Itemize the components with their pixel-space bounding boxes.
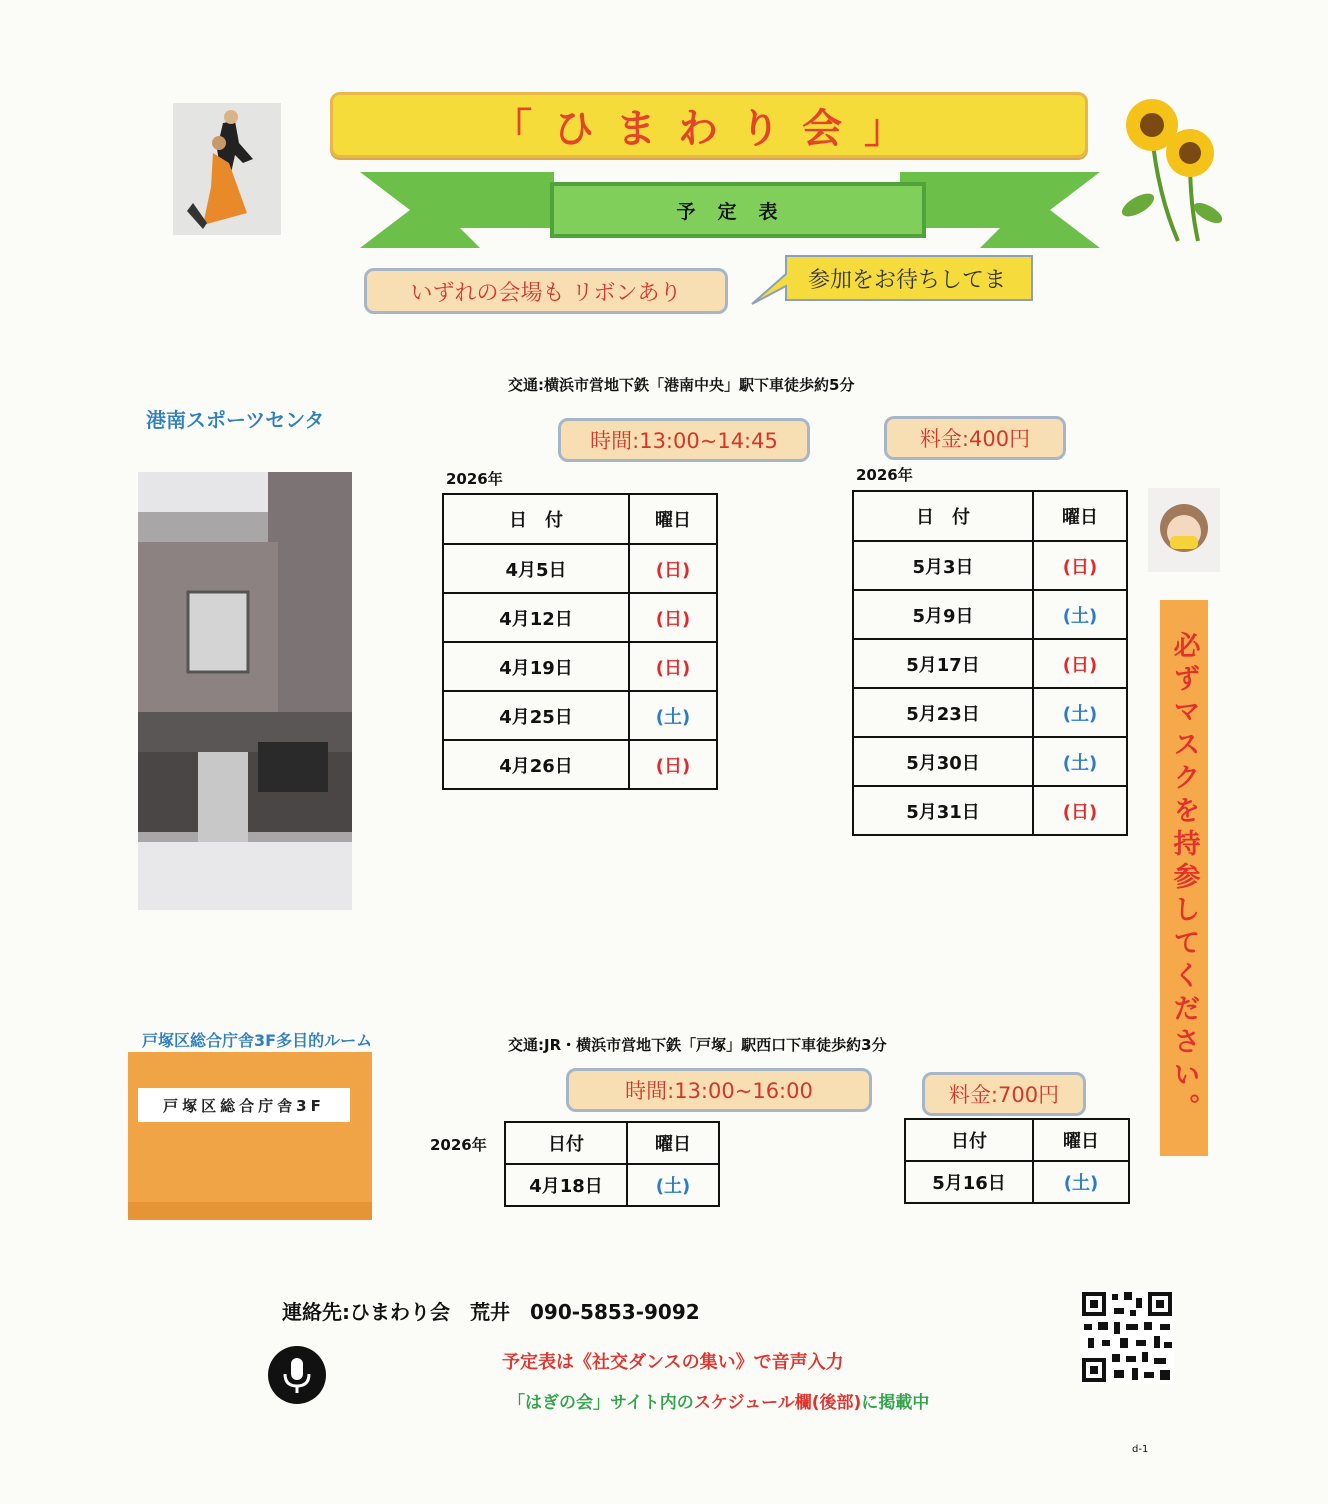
- venue1-april-table: [442, 493, 718, 790]
- table-row: [853, 590, 1127, 639]
- table-row: [853, 786, 1127, 835]
- date-cell: 5月30日: [853, 737, 1033, 786]
- table-row: [905, 1161, 1129, 1203]
- table-header-date: 日付: [905, 1119, 1033, 1161]
- venue2-may-table: [904, 1118, 1130, 1204]
- schedule-section-name: スケジュール欄(後部): [693, 1393, 862, 1413]
- qr-code-icon[interactable]: [1080, 1290, 1174, 1384]
- day-cell: (土): [627, 1164, 719, 1206]
- table-row: [853, 737, 1127, 786]
- date-cell: 5月3日: [853, 541, 1033, 590]
- dance-couple-image: [173, 103, 281, 235]
- photo-sign: 戸塚区総合庁舎3F: [138, 1088, 350, 1122]
- table-header-day: 曜日: [629, 494, 717, 544]
- day-cell: (土): [1033, 1161, 1129, 1203]
- venue1-time: 時間:13:00~14:45: [558, 418, 810, 462]
- mask-notice-banner: [1160, 600, 1208, 1156]
- day-cell: (日): [629, 593, 717, 642]
- table-header-date: 日付: [505, 1122, 627, 1164]
- table-header-day: 曜日: [1033, 1119, 1129, 1161]
- venue1-april-year: 2026年: [446, 470, 503, 488]
- day-cell: (土): [1033, 688, 1127, 737]
- day-cell: (日): [1033, 639, 1127, 688]
- day-cell: (日): [629, 642, 717, 691]
- day-cell: (土): [1033, 737, 1127, 786]
- venue1-may-table: [852, 490, 1128, 836]
- venue2-april-year: 2026年: [430, 1136, 487, 1154]
- mask-notice: 必ずマスクを持参してください。: [1168, 630, 1200, 1126]
- date-cell: 5月9日: [853, 590, 1033, 639]
- day-cell: (土): [629, 691, 717, 740]
- venue2-name: 戸塚区総合庁舎3F多目的ルーム: [142, 1031, 373, 1050]
- table-row: [443, 544, 717, 593]
- date-cell: 5月23日: [853, 688, 1033, 737]
- venue2-april-table: [504, 1121, 720, 1207]
- table-row: [505, 1164, 719, 1206]
- table-row: [443, 691, 717, 740]
- date-cell: 4月5日: [443, 544, 629, 593]
- table-row: [443, 642, 717, 691]
- date-cell: 4月18日: [505, 1164, 627, 1206]
- voice-input-note: 予定表は《社交ダンスの集い》で音声入力: [502, 1352, 844, 1373]
- table-header-day: 曜日: [627, 1122, 719, 1164]
- date-cell: 5月17日: [853, 639, 1033, 688]
- day-cell: (土): [1033, 590, 1127, 639]
- venue1-may-year: 2026年: [856, 466, 913, 484]
- table-row: [853, 541, 1127, 590]
- table-row: [853, 688, 1127, 737]
- day-cell: (日): [629, 544, 717, 593]
- date-cell: 5月16日: [905, 1161, 1033, 1203]
- date-cell: 4月12日: [443, 593, 629, 642]
- date-cell: 5月31日: [853, 786, 1033, 835]
- site-name: 「はぎの会」: [508, 1393, 610, 1413]
- table-header-day: 曜日: [1033, 491, 1127, 541]
- sunflower-image: [1118, 95, 1222, 245]
- site-note-suffix: に掲載中: [861, 1393, 930, 1413]
- table-row: [443, 593, 717, 642]
- day-cell: (日): [1033, 786, 1127, 835]
- ribbon-note: いずれの会場も リボンあり: [364, 268, 728, 314]
- date-cell: 4月25日: [443, 691, 629, 740]
- site-note-text: サイト内の: [610, 1393, 694, 1413]
- venue1-name: 港南スポーツセンタ: [146, 408, 325, 432]
- table-header-date: 日 付: [443, 494, 629, 544]
- table-header-date: 日 付: [853, 491, 1033, 541]
- table-row: [853, 639, 1127, 688]
- day-cell: (日): [629, 740, 717, 789]
- table-row: [443, 740, 717, 789]
- venue1-fee: 料金:400円: [884, 416, 1066, 460]
- venue1-access: 交通:横浜市営地下鉄「港南中央」駅下車徒歩約5分: [508, 376, 855, 394]
- page-code: d-1: [1132, 1444, 1149, 1455]
- day-cell: (日): [1033, 541, 1127, 590]
- totsuka-office-photo: [128, 1052, 372, 1220]
- venue2-access: 交通:JR・横浜市営地下鉄「戸塚」駅西口下車徒歩約3分: [508, 1036, 887, 1054]
- venue2-fee: 料金:700円: [922, 1072, 1086, 1116]
- title-banner: [330, 92, 1088, 158]
- schedule-label: 予定表: [676, 200, 800, 223]
- microphone-icon: [268, 1346, 326, 1404]
- mask-girl-image: [1148, 488, 1220, 572]
- site-note: [508, 1388, 929, 1413]
- date-cell: 4月19日: [443, 642, 629, 691]
- sports-center-photo: [138, 472, 352, 910]
- venue2-time: 時間:13:00~16:00: [566, 1068, 872, 1112]
- contact-info: 連絡先:ひまわり会 荒井 090-5853-9092: [282, 1300, 700, 1324]
- page-title: 「ひまわり会」: [492, 105, 926, 152]
- date-cell: 4月26日: [443, 740, 629, 789]
- welcome-note: 参加をお待ちしてま: [807, 267, 1006, 293]
